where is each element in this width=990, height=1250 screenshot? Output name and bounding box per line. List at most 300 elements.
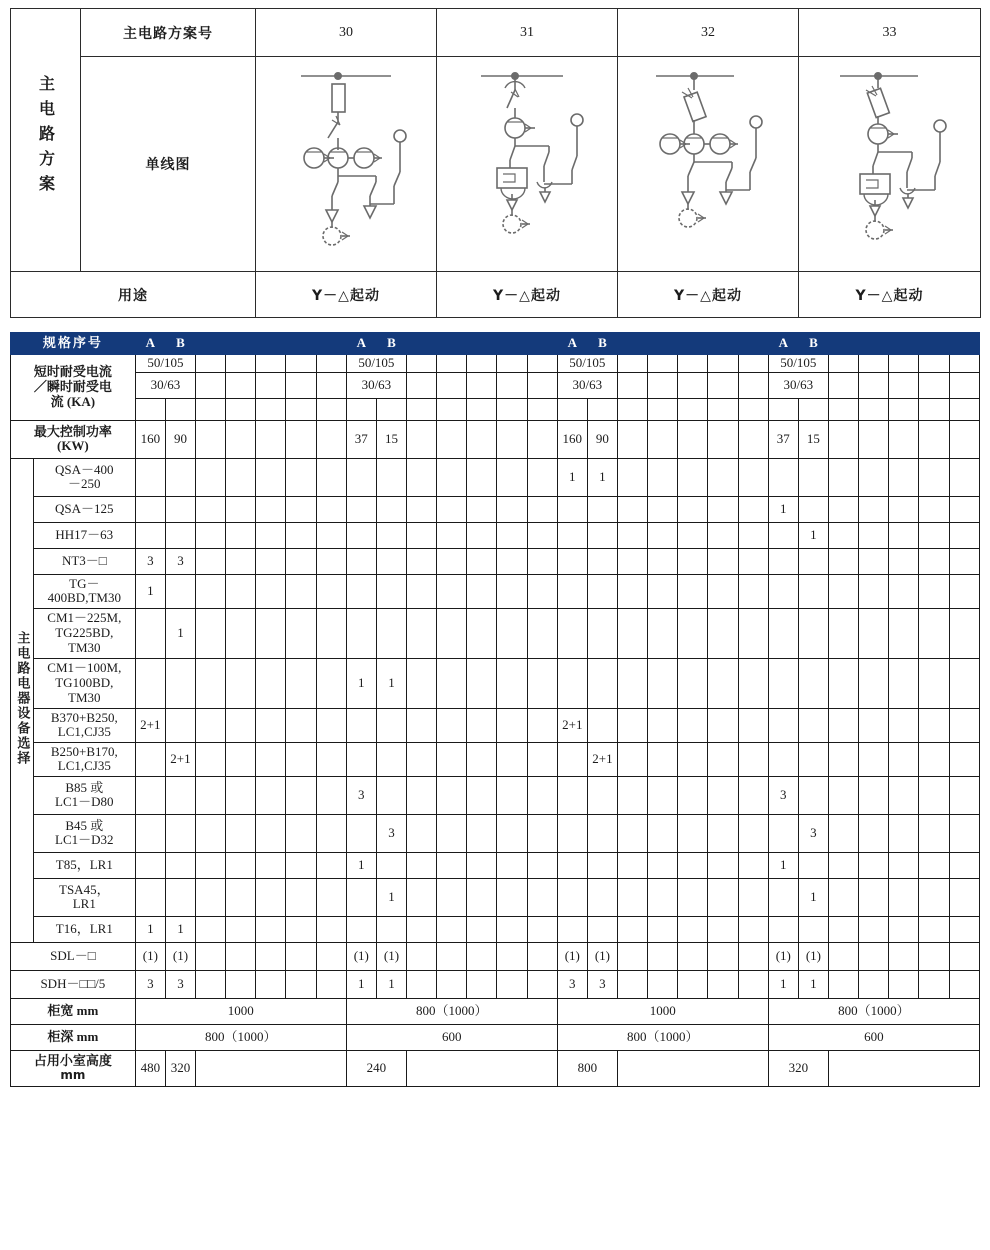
wc3-g1-c3 <box>196 398 226 420</box>
eq9-g1-c3 <box>196 776 226 814</box>
eq12-g3-c5 <box>678 878 708 916</box>
eq6-g2-c6 <box>497 658 527 708</box>
eq11-g4-c6 <box>919 852 949 878</box>
eq9-g1-c4 <box>226 776 256 814</box>
eq9-g2-a: 3 <box>346 776 376 814</box>
eq4-g4-c4 <box>859 574 889 608</box>
equipment-label-t85-lr1 <box>33 852 135 878</box>
eq6-g1-c5 <box>256 658 286 708</box>
eq9-g3-c7 <box>738 776 768 814</box>
wc2-g2-c3 <box>407 372 437 398</box>
eq9-g4-c6 <box>919 776 949 814</box>
single-line-diagram-svg-30 <box>276 64 416 264</box>
eq8-g2-a <box>346 742 376 776</box>
eq4-g3-c6 <box>708 574 738 608</box>
eq6-g4-c4 <box>859 658 889 708</box>
eq5-g1-c5 <box>256 608 286 658</box>
wc1-g2-c5 <box>467 355 497 373</box>
wc1-g2-c7 <box>527 355 557 373</box>
header-g3-c5 <box>678 333 708 355</box>
sdh-g4-c6 <box>919 970 949 998</box>
eq12-g4-c7 <box>949 878 979 916</box>
height-g4-ab: 320 <box>768 1050 828 1086</box>
header-g3-c7 <box>738 333 768 355</box>
eq12-g4-c4 <box>859 878 889 916</box>
withstand-current-label-l2: ／瞬时耐受电 <box>33 379 112 394</box>
eq6-g1-c4 <box>226 658 256 708</box>
height-g1-rest <box>196 1050 347 1086</box>
eq4-g1-a: 1 <box>135 574 165 608</box>
eq7-g2-c5 <box>467 708 497 742</box>
wc3-g2-c4 <box>437 398 467 420</box>
eq13-g1-a: 1 <box>135 916 165 942</box>
height-g1-b: 320 <box>165 1050 195 1086</box>
sdl-g2-c5 <box>467 942 497 970</box>
eq12-g2-c4 <box>437 878 467 916</box>
eq4-g2-a <box>346 574 376 608</box>
instant-g1-value: 30/63 <box>135 372 195 398</box>
eq0-g3-b: 1 <box>587 458 617 496</box>
eq5-g4-b <box>798 608 828 658</box>
wc3-g4-b <box>798 398 828 420</box>
equipment-label-tg-400bd <box>33 574 135 608</box>
eq2-g1-c6 <box>286 522 316 548</box>
header-g2-c7 <box>527 333 557 355</box>
eq3-g4-b <box>798 548 828 574</box>
eq13-g4-c5 <box>889 916 919 942</box>
eq8-g3-b: 2+1 <box>587 742 617 776</box>
eq1-g1-b <box>165 496 195 522</box>
mp-g4-c4 <box>859 420 889 458</box>
wc2-g1-c3 <box>196 372 226 398</box>
eq7-g3-c6 <box>708 708 738 742</box>
eq7-g1-c6 <box>286 708 316 742</box>
mp-g3-c4 <box>648 420 678 458</box>
eq6-g4-c7 <box>949 658 979 708</box>
eq3-g2-c5 <box>467 548 497 574</box>
eq0-g3-c5 <box>678 458 708 496</box>
wc1-g3-c3 <box>618 355 648 373</box>
wc1-g2-c6 <box>497 355 527 373</box>
eq5-g4-c4 <box>859 608 889 658</box>
eq13-g3-b <box>587 916 617 942</box>
eq3-g3-c7 <box>738 548 768 574</box>
wc1-g2-c4 <box>437 355 467 373</box>
eq11-g2-c4 <box>437 852 467 878</box>
eq4-g2-c3 <box>407 574 437 608</box>
equipment-row-t85-lr1 <box>11 852 980 878</box>
eq10-g2-c6 <box>497 814 527 852</box>
sdh-g3-c3 <box>618 970 648 998</box>
spec-header-row <box>11 333 980 355</box>
wc2-g4-c4 <box>859 372 889 398</box>
eq0-g2-c6 <box>497 458 527 496</box>
eq13-g3-a <box>557 916 587 942</box>
eq10-g2-b: 3 <box>376 814 406 852</box>
usage-label: 用途 <box>11 272 256 318</box>
max-power-g3-a: 160 <box>557 420 587 458</box>
eq10-g1-c6 <box>286 814 316 852</box>
sdl-g3-c5 <box>678 942 708 970</box>
eq4-g1-c3 <box>196 574 226 608</box>
sdl-g4-c3 <box>828 942 858 970</box>
wc2-g4-c6 <box>919 372 949 398</box>
eq13-g3-c6 <box>708 916 738 942</box>
eq4-g2-c4 <box>437 574 467 608</box>
max-power-g3-b: 90 <box>587 420 617 458</box>
eq12-g4-a <box>768 878 798 916</box>
eq3-g4-c5 <box>889 548 919 574</box>
eq13-g4-c4 <box>859 916 889 942</box>
compartment-height-label-l1: 占用小室高度 <box>33 1053 112 1069</box>
cabinet-depth-g3: 800（1000） <box>557 1024 768 1050</box>
header-g4-c4 <box>859 333 889 355</box>
eq7-g1-a: 2+1 <box>135 708 165 742</box>
eq7-g2-a <box>346 708 376 742</box>
equipment-row-tg-400bd <box>11 574 980 608</box>
wc2-g1-c4 <box>226 372 256 398</box>
mp-g3-c3 <box>618 420 648 458</box>
eq7-g4-c7 <box>949 708 979 742</box>
eq4-g2-c6 <box>497 574 527 608</box>
eq13-g2-c7 <box>527 916 557 942</box>
sdh-g1-c7 <box>316 970 346 998</box>
eq0-g4-c7 <box>949 458 979 496</box>
eq10-g1-c3 <box>196 814 226 852</box>
equipment-label-t16-lr1 <box>33 916 135 942</box>
eq8-g1-a <box>135 742 165 776</box>
eq7-g4-c5 <box>889 708 919 742</box>
eq2-g3-c3 <box>618 522 648 548</box>
eq8-g3-a <box>557 742 587 776</box>
eq11-g1-c5 <box>256 852 286 878</box>
eq4-g2-c7 <box>527 574 557 608</box>
eq8-g2-c4 <box>437 742 467 776</box>
max-power-label-l1: 最大控制功率 <box>33 423 112 439</box>
eq12-g3-b <box>587 878 617 916</box>
eq3-g1-c6 <box>286 548 316 574</box>
eq13-g3-c5 <box>678 916 708 942</box>
eq7-g3-c5 <box>678 708 708 742</box>
eq10-g1-c4 <box>226 814 256 852</box>
eq7-g4-b <box>798 708 828 742</box>
wc2-g3-c7 <box>738 372 768 398</box>
wc3-g2-c3 <box>407 398 437 420</box>
eq10-g3-c3 <box>618 814 648 852</box>
eq11-g3-c3 <box>618 852 648 878</box>
eq6-g4-c5 <box>889 658 919 708</box>
eq7-g4-c3 <box>828 708 858 742</box>
wc1-g3-c6 <box>708 355 738 373</box>
wc3-g1-c6 <box>286 398 316 420</box>
scheme-number-row <box>11 9 981 57</box>
eq-l2-6: TG100BD, <box>55 674 114 690</box>
eq-l1-3: NT3－□ <box>61 552 107 568</box>
eq2-g1-a <box>135 522 165 548</box>
single-line-diagram-label: 单线图 <box>81 57 256 272</box>
wc1-g4-c5 <box>889 355 919 373</box>
eq-l2-5: TG225BD, <box>55 624 114 640</box>
wc3-g1-a <box>135 398 165 420</box>
header-g3-c3 <box>618 333 648 355</box>
eq3-g3-c6 <box>708 548 738 574</box>
eq1-g4-c5 <box>889 496 919 522</box>
eq11-g2-c3 <box>407 852 437 878</box>
eq1-g3-b <box>587 496 617 522</box>
eq10-g2-a <box>346 814 376 852</box>
eq8-g4-c7 <box>949 742 979 776</box>
eq7-g2-b <box>376 708 406 742</box>
bottom-table-container <box>0 318 990 1087</box>
eq11-g1-c6 <box>286 852 316 878</box>
withstand-current-row-1 <box>11 355 980 373</box>
eq9-g2-c7 <box>527 776 557 814</box>
equipment-row-hh17-63 <box>11 522 980 548</box>
eq3-g3-a <box>557 548 587 574</box>
eq2-g4-a <box>768 522 798 548</box>
sdh-g4-a: 1 <box>768 970 798 998</box>
mp-g2-c7 <box>527 420 557 458</box>
eq-l2-8: LC1,CJ35 <box>57 758 111 774</box>
eq4-g3-c4 <box>648 574 678 608</box>
eq12-g3-c3 <box>618 878 648 916</box>
eq1-g4-b <box>798 496 828 522</box>
eq7-g3-b <box>587 708 617 742</box>
usage-row <box>11 272 981 318</box>
eq4-g4-a <box>768 574 798 608</box>
eq10-g4-c5 <box>889 814 919 852</box>
eq3-g2-c4 <box>437 548 467 574</box>
eq10-g4-c6 <box>919 814 949 852</box>
eq1-g3-c4 <box>648 496 678 522</box>
wc3-g4-c3 <box>828 398 858 420</box>
eq5-g3-c4 <box>648 608 678 658</box>
equipment-row-b45-lc1-d32 <box>11 814 980 852</box>
sdl-g2-b: (1) <box>376 942 406 970</box>
eq5-g2-a <box>346 608 376 658</box>
wc1-g3-c7 <box>738 355 768 373</box>
eq13-g3-c3 <box>618 916 648 942</box>
eq2-g1-b <box>165 522 195 548</box>
eq9-g2-c6 <box>497 776 527 814</box>
wc3-g4-a <box>768 398 798 420</box>
eq-l1-11: T85，LR1 <box>55 856 113 872</box>
eq0-g1-c3 <box>196 458 226 496</box>
eq1-g1-a <box>135 496 165 522</box>
wc2-g4-c3 <box>828 372 858 398</box>
eq2-g1-c7 <box>316 522 346 548</box>
eq4-g3-c3 <box>618 574 648 608</box>
eq7-g2-c7 <box>527 708 557 742</box>
eq1-g2-c6 <box>497 496 527 522</box>
eq1-g4-c7 <box>949 496 979 522</box>
wc1-g1-c5 <box>256 355 286 373</box>
mp-g4-c5 <box>889 420 919 458</box>
eq6-g2-c5 <box>467 658 497 708</box>
equipment-row-qsa-400-250 <box>11 458 980 496</box>
sdh-g3-a: 3 <box>557 970 587 998</box>
mp-g3-c7 <box>738 420 768 458</box>
eq13-g1-c7 <box>316 916 346 942</box>
eq8-g4-b <box>798 742 828 776</box>
eq7-g3-c7 <box>738 708 768 742</box>
row-sdl <box>11 942 980 970</box>
header-g1-b: B <box>165 333 195 355</box>
wc3-g4-c5 <box>889 398 919 420</box>
label-sdh <box>11 970 136 998</box>
sdh-g2-a: 1 <box>346 970 376 998</box>
eq1-g3-c6 <box>708 496 738 522</box>
eq2-g1-c5 <box>256 522 286 548</box>
eq4-g1-c4 <box>226 574 256 608</box>
header-g4-a: A <box>768 333 798 355</box>
sdl-g1-c5 <box>256 942 286 970</box>
max-power-g4-a: 37 <box>768 420 798 458</box>
sdl-g2-a: (1) <box>346 942 376 970</box>
eq13-g2-a <box>346 916 376 942</box>
eq11-g2-a: 1 <box>346 852 376 878</box>
equipment-label-b45-lc1-d32 <box>33 814 135 852</box>
circuit-diagram-31 <box>437 57 618 272</box>
eq1-g2-c3 <box>407 496 437 522</box>
eq12-g2-b: 1 <box>376 878 406 916</box>
eq6-g4-b <box>798 658 828 708</box>
wc2-g3-c5 <box>678 372 708 398</box>
cabinet-depth-g1: 800（1000） <box>135 1024 346 1050</box>
eq6-g1-c7 <box>316 658 346 708</box>
mp-g4-c3 <box>828 420 858 458</box>
eq12-g2-c3 <box>407 878 437 916</box>
wc3-g3-a <box>557 398 587 420</box>
label-compartment-height <box>11 1050 136 1086</box>
height-g3-ab: 800 <box>557 1050 617 1086</box>
eq3-g1-c3 <box>196 548 226 574</box>
mp-g1-c6 <box>286 420 316 458</box>
eq2-g3-b <box>587 522 617 548</box>
wc3-g2-c5 <box>467 398 497 420</box>
eq0-g3-c6 <box>708 458 738 496</box>
eq8-g1-c6 <box>286 742 316 776</box>
mp-g3-c6 <box>708 420 738 458</box>
max-power-g1-b: 90 <box>165 420 195 458</box>
sdl-g2-c4 <box>437 942 467 970</box>
main-circuit-scheme-table <box>10 8 981 318</box>
sdh-g1-c6 <box>286 970 316 998</box>
wc2-g1-c6 <box>286 372 316 398</box>
eq2-g3-c4 <box>648 522 678 548</box>
instant-g4-value: 30/63 <box>768 372 828 398</box>
withstand-g2-value: 50/105 <box>346 355 406 373</box>
max-control-power-label <box>11 420 136 458</box>
eq8-g4-c3 <box>828 742 858 776</box>
eq12-g1-c6 <box>286 878 316 916</box>
sdl-g4-c6 <box>919 942 949 970</box>
eq2-g3-c7 <box>738 522 768 548</box>
eq5-g2-b <box>376 608 406 658</box>
eq0-g2-a <box>346 458 376 496</box>
eq0-g4-b <box>798 458 828 496</box>
eq10-g3-b <box>587 814 617 852</box>
eq-l2-4: 400BD,TM30 <box>47 590 121 606</box>
eq4-g4-b <box>798 574 828 608</box>
eq2-g4-c5 <box>889 522 919 548</box>
header-g2-c6 <box>497 333 527 355</box>
eq11-g4-a: 1 <box>768 852 798 878</box>
header-g4-c5 <box>889 333 919 355</box>
eq0-g3-c7 <box>738 458 768 496</box>
eq0-g4-c4 <box>859 458 889 496</box>
wc3-g2-c7 <box>527 398 557 420</box>
eq1-g2-c4 <box>437 496 467 522</box>
eq0-g4-c5 <box>889 458 919 496</box>
eq2-g4-c3 <box>828 522 858 548</box>
eq9-g4-c7 <box>949 776 979 814</box>
eq9-g2-c3 <box>407 776 437 814</box>
eq8-g1-c3 <box>196 742 226 776</box>
sdh-g3-c7 <box>738 970 768 998</box>
eq6-g4-c6 <box>919 658 949 708</box>
usage-value-32: Y－△起动 <box>618 272 799 318</box>
mp-g1-c5 <box>256 420 286 458</box>
eq9-g3-c3 <box>618 776 648 814</box>
eq6-g3-c3 <box>618 658 648 708</box>
sdh-g3-b: 3 <box>587 970 617 998</box>
eq5-g4-a <box>768 608 798 658</box>
eq4-g4-c7 <box>949 574 979 608</box>
sdh-g1-a: 3 <box>135 970 165 998</box>
eq12-g1-c3 <box>196 878 226 916</box>
equipment-row-b370-b250 <box>11 708 980 742</box>
eq11-g4-c5 <box>889 852 919 878</box>
eq8-g1-c7 <box>316 742 346 776</box>
wc3-g1-b <box>165 398 195 420</box>
eq-l2-9: LC1－D80 <box>55 794 114 810</box>
eq2-g2-a <box>346 522 376 548</box>
eq1-g1-c7 <box>316 496 346 522</box>
eq10-g2-c5 <box>467 814 497 852</box>
eq7-g3-c3 <box>618 708 648 742</box>
eq8-g3-c7 <box>738 742 768 776</box>
withstand-current-label-l1: 短时耐受电流 <box>33 364 112 380</box>
eq10-g3-c4 <box>648 814 678 852</box>
eq8-g1-c5 <box>256 742 286 776</box>
wc1-g1-c7 <box>316 355 346 373</box>
eq12-g4-b: 1 <box>798 878 828 916</box>
eq13-g2-c6 <box>497 916 527 942</box>
wc1-g3-c4 <box>648 355 678 373</box>
eq13-g4-a <box>768 916 798 942</box>
eq12-g1-c4 <box>226 878 256 916</box>
eq1-g4-c4 <box>859 496 889 522</box>
sdh-g1-b: 3 <box>165 970 195 998</box>
scheme-number-31: 31 <box>437 9 618 57</box>
sdl-g1-c4 <box>226 942 256 970</box>
eq5-g1-b: 1 <box>165 608 195 658</box>
header-g4-c6 <box>919 333 949 355</box>
withstand-g3-value: 50/105 <box>557 355 617 373</box>
scheme-number-32: 32 <box>618 9 799 57</box>
eq7-g3-c4 <box>648 708 678 742</box>
eq6-g2-c4 <box>437 658 467 708</box>
eq4-g1-c6 <box>286 574 316 608</box>
eq5-g4-c5 <box>889 608 919 658</box>
eq9-g2-c5 <box>467 776 497 814</box>
eq4-g1-b <box>165 574 195 608</box>
wc1-g4-c3 <box>828 355 858 373</box>
eq5-g4-c6 <box>919 608 949 658</box>
equipment-label-cm1-100m <box>33 658 135 708</box>
mp-g1-c7 <box>316 420 346 458</box>
